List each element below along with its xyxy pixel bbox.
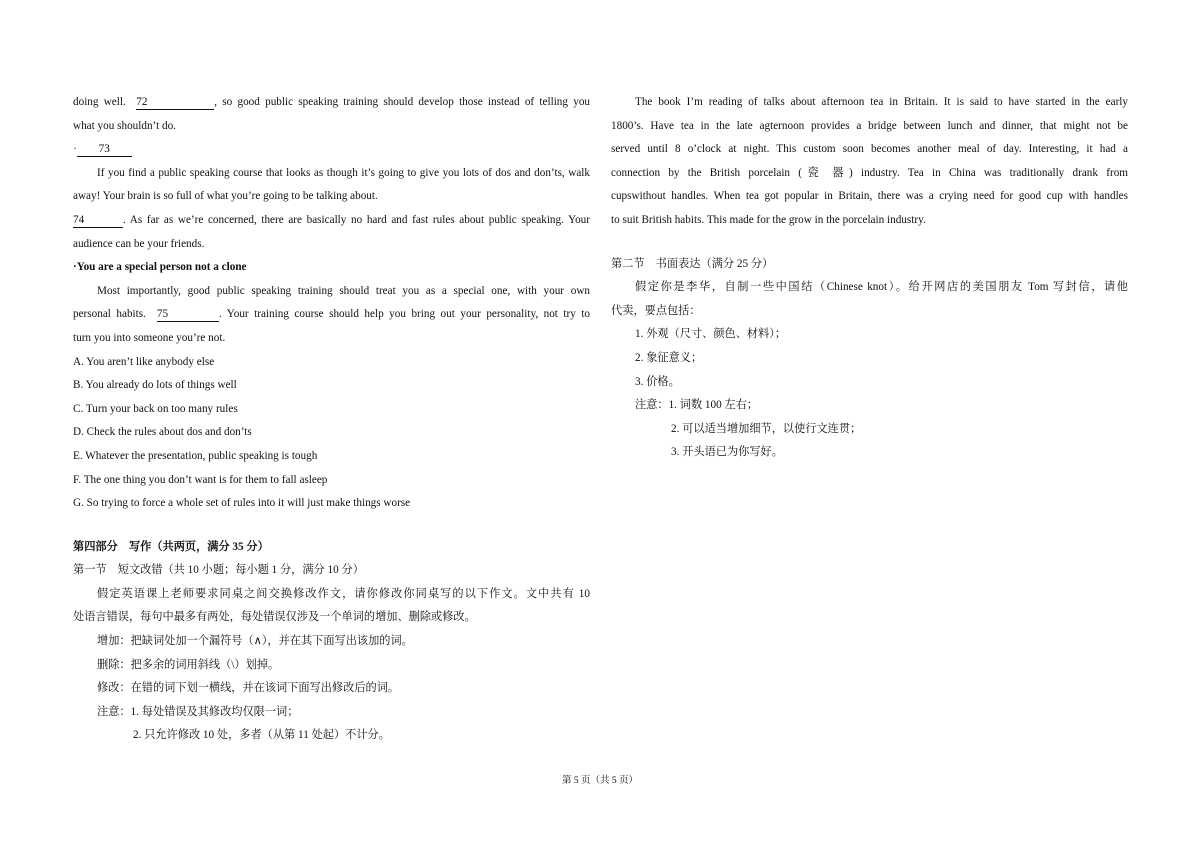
paragraph-line: [73, 209, 590, 233]
essay-line: to suit British habits. This made for the grow in the porcelain industry.: [611, 213, 926, 226]
point-item: 3. 价格。: [635, 375, 680, 388]
rule-delete: 删除：把多余的词用斜线（\）划掉。: [97, 658, 280, 671]
text-segment: . As far as we’re concerned, there are basically no hard and fast rules about public speaking. Your: [123, 213, 590, 226]
note-line: 注意：1. 词数 100 左右；: [635, 399, 759, 412]
section-heading-clone: ·You are a special person not a clone: [73, 261, 247, 274]
paragraph-line: what you shouldn’t do.: [73, 119, 176, 132]
option-item: C. Turn your back on too many rules: [73, 402, 238, 415]
spacer: [611, 233, 1128, 253]
note-line: 注意：1. 每处错误及其修改均仅限一词；: [97, 705, 299, 718]
answer-blank-75[interactable]: 75: [157, 307, 219, 322]
text-segment: , so good public speaking training should develop those instead of telling you: [214, 96, 591, 108]
option-item: D. Check the rules about dos and don’ts: [73, 426, 252, 439]
essay-line: The book I’m reading of talks about afternoon tea in Britain. It is said to have started in the early: [635, 96, 1128, 108]
paragraph-line: turn you into someone you’re not.: [73, 331, 226, 344]
option-item: E. Whatever the presentation, public speaking is tough: [73, 449, 318, 462]
option-item: G. So trying to force a whole set of rules into it will just make things worse: [73, 497, 411, 510]
option-item: B. You already do lots of things well: [73, 379, 237, 392]
paragraph-line: 代卖，要点包括：: [611, 304, 701, 317]
answer-blank-72[interactable]: 72: [136, 95, 214, 110]
text-segment: personal habits.: [73, 308, 146, 321]
essay-line: connection by the British porcelain (瓷 器) industry. Tea in China was traditionally drank from: [611, 166, 1128, 179]
part4-title: 第四部分 写作（共两页，满分 35 分）: [73, 540, 269, 553]
paragraph-line: Most importantly, good public speaking training should treat you as a special one, with your own: [97, 284, 590, 297]
essay-line: served until 8 o’clock at night. This custom soon becomes another meal of day. Interesting, it had a: [611, 143, 1128, 156]
paragraph-line: 处语言错误，每句中最多有两处，每处错误仅涉及一个单词的增加、删除或修改。: [73, 611, 476, 624]
rule-modify: 修改：在错的词下划一横线，并在该词下面写出修改后的词。: [97, 682, 400, 695]
page-footer: 第 5 页（共 5 页）: [561, 776, 638, 786]
section2-title: 第二节 书面表达（满分 25 分）: [611, 257, 774, 270]
bullet-line-73: [73, 138, 590, 162]
spacer: [73, 516, 590, 536]
paragraph-line: 假定你是李华，自制一些中国结（Chinese knot）。给开网店的美国朋友 Tom 写封信，请他: [635, 281, 1128, 294]
paragraph-line: [73, 91, 590, 115]
essay-line: 1800’s. Have tea in the late agternoon provides a bridge between lunch and dinner, that might not be: [611, 119, 1128, 132]
rule-add: 增加：把缺词处加一个漏符号（∧），并在其下面写出该加的词。: [97, 635, 413, 648]
text-segment: doing well.: [73, 96, 126, 108]
option-item: F. The one thing you don’t want is for them to fall asleep: [73, 473, 328, 486]
section1-title: 第一节 短文改错（共 10 小题；每小题 1 分，满分 10 分）: [73, 564, 364, 577]
left-column: [73, 91, 590, 748]
right-column: [611, 91, 1128, 465]
paragraph-line: away! Your brain is so full of what you’re going to be talking about.: [73, 190, 378, 203]
answer-blank-73[interactable]: 73: [77, 142, 132, 157]
paragraph-line: [73, 303, 590, 327]
paragraph-line: audience can be your friends.: [73, 237, 205, 250]
note-line: 2. 可以适当增加细节，以使行文连贯；: [671, 422, 862, 435]
text-segment: . Your training course should help you bring out your personality, not try to: [218, 308, 591, 321]
paragraph-line: If you find a public speaking course that looks as though it’s going to give you lots of dos and don’ts, walk: [97, 166, 590, 179]
note-line: 2. 只允许修改 10 处，多者（从第 11 处起）不计分。: [133, 729, 390, 742]
paragraph-line: 假定英语课上老师要求同桌之间交换修改作文，请你修改你同桌写的以下作文。文中共有 10: [97, 587, 590, 600]
point-item: 2. 象征意义；: [635, 351, 703, 364]
option-item: A. You aren’t like anybody else: [73, 355, 215, 368]
point-item: 1. 外观（尺寸、颜色、材料）；: [635, 328, 787, 341]
essay-line: cupswithout handles. When tea got popular in Britain, there was a crying need for good cup with handles: [611, 190, 1128, 203]
note-line: 3. 开头语已为你写好。: [671, 446, 783, 459]
bullet-dot: ·: [73, 143, 77, 156]
answer-blank-74[interactable]: 74: [73, 213, 123, 228]
